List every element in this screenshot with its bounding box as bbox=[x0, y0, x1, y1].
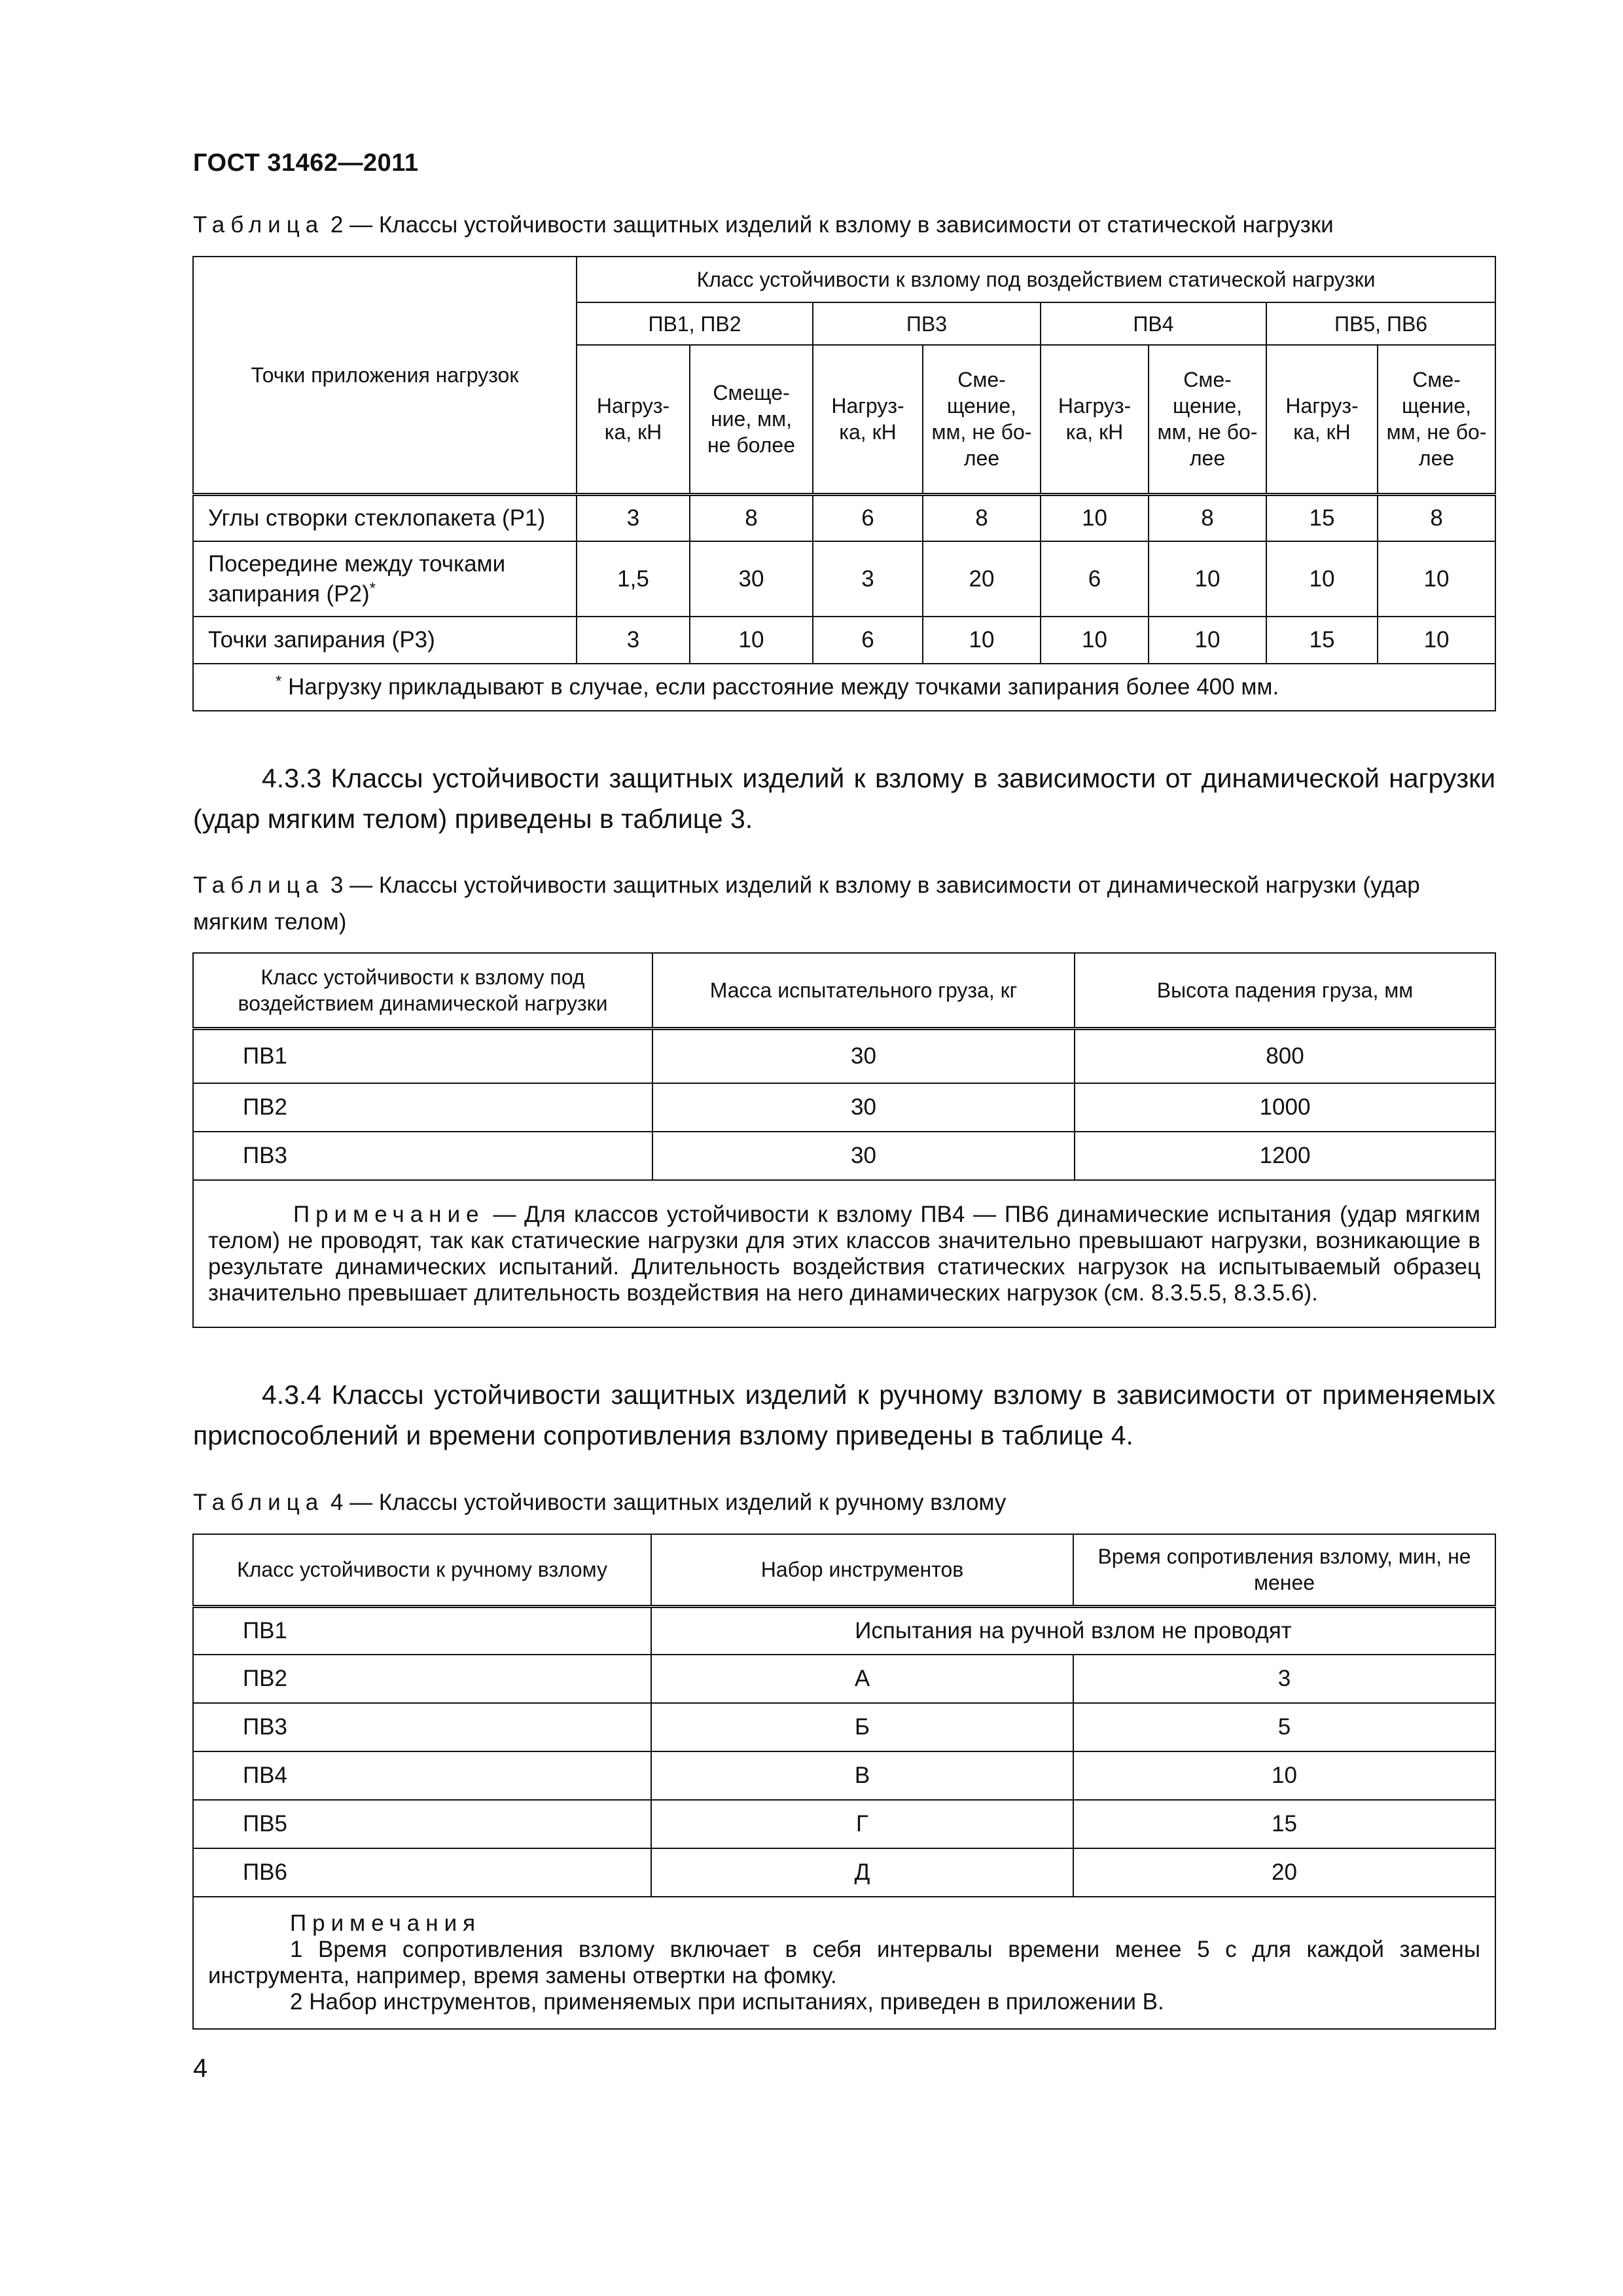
cell: 10 bbox=[1378, 541, 1495, 617]
table2-load-header: Нагруз-ка, кН bbox=[1266, 345, 1378, 494]
cell: 10 bbox=[1041, 494, 1149, 541]
table2-displacement-header: Сме-щение, мм, не бо-лее bbox=[1378, 345, 1495, 494]
cell: 15 bbox=[1073, 1800, 1495, 1848]
table3-caption-text: 3 — Классы устойчивости защитных изделий к взлому в зависимости от динамической нагрузки (удар мягким телом) bbox=[193, 872, 1420, 935]
cell: 30 bbox=[652, 1028, 1075, 1083]
cell: 20 bbox=[1073, 1848, 1495, 1897]
table4-caption-text: 4 — Классы устойчивости защитных изделий к ручному взлому bbox=[330, 1490, 1007, 1515]
cell: Д bbox=[651, 1848, 1073, 1897]
cell: 30 bbox=[690, 541, 813, 617]
table-row bbox=[193, 1132, 1495, 1180]
table2-caption-word: Таблица bbox=[193, 212, 325, 238]
cell: ПВ2 bbox=[193, 1655, 651, 1703]
table3-caption-word: Таблица bbox=[193, 872, 325, 898]
footnote-mark: * bbox=[276, 672, 282, 691]
cell: 8 bbox=[1149, 494, 1266, 541]
table-row bbox=[193, 1606, 1495, 1655]
cell: 20 bbox=[923, 541, 1041, 617]
table-row bbox=[193, 1800, 1495, 1848]
paragraph-4-3-4 bbox=[193, 1374, 1495, 1456]
table2-row-header: Точки приложения нагрузок bbox=[193, 257, 577, 494]
table3-caption bbox=[193, 867, 1495, 941]
table-row bbox=[193, 1848, 1495, 1897]
table-row bbox=[193, 1751, 1495, 1800]
table-row bbox=[193, 617, 1495, 664]
cell: 6 bbox=[813, 494, 923, 541]
cell: ПВ5 bbox=[193, 1800, 651, 1848]
paragraph-4-3-4-text: 4.3.4 Классы устойчивости защитных изделий к ручному взлому в зависимости от применяемых приспособлений и времени сопротивления взлому приведены в таблице 4. bbox=[193, 1380, 1495, 1450]
row-label: Посередине между точками запирания (Р2) bbox=[208, 550, 506, 607]
footnote-mark: * bbox=[369, 579, 376, 597]
table2-caption-text: 2 — Классы устойчивости защитных изделий к взлому в зависимости от статической нагрузки bbox=[330, 212, 1334, 238]
cell: 5 bbox=[1073, 1703, 1495, 1751]
cell: 8 bbox=[923, 494, 1041, 541]
cell: 10 bbox=[1149, 541, 1266, 617]
note-text: — Для классов устойчивости к взлому ПВ4 — ПВ6 динамические испытания (удар мягким телом) не проводят, так как статические нагрузки для этих классов значительно превышают нагрузки, возникающие в результате динамических испытаний. Длительность воздействия статических нагрузок на испытываемый образец значительно превышает длительность воздействия на него динамических нагрузок (см. 8.3.5.5, 8.3.5.6). bbox=[208, 1201, 1480, 1306]
table2-displacement-header: Смеще-ние, мм, не более bbox=[690, 345, 813, 494]
footnote-text: Нагрузку прикладывают в случае, если расстояние между точками запирания более 400 мм. bbox=[288, 674, 1279, 700]
table4-col-tools: Набор инструментов bbox=[651, 1534, 1073, 1606]
cell: А bbox=[651, 1655, 1073, 1703]
table3 bbox=[192, 952, 1496, 1328]
table2-class-pv1-pv2: ПВ1, ПВ2 bbox=[577, 302, 813, 345]
cell: ПВ1 bbox=[193, 1606, 651, 1655]
cell: 10 bbox=[923, 617, 1041, 664]
table4-caption bbox=[193, 1484, 1495, 1521]
table3-col-height: Высота падения груза, мм bbox=[1075, 953, 1495, 1028]
cell: 30 bbox=[652, 1132, 1075, 1180]
notes-word-line bbox=[208, 1910, 1480, 1937]
table-row bbox=[193, 494, 1495, 541]
note-word: Примечание bbox=[293, 1201, 485, 1227]
cell: Испытания на ручной взлом не проводят bbox=[651, 1606, 1495, 1655]
cell: 800 bbox=[1075, 1028, 1495, 1083]
cell: 3 bbox=[577, 494, 690, 541]
cell: ПВ6 bbox=[193, 1848, 651, 1897]
table2-class-pv3: ПВ3 bbox=[813, 302, 1041, 345]
table2-class-pv4: ПВ4 bbox=[1041, 302, 1266, 345]
cell: 6 bbox=[1041, 541, 1149, 617]
row-label: Точки запирания (Р3) bbox=[193, 617, 577, 664]
table4-caption-word: Таблица bbox=[193, 1490, 325, 1515]
cell: 10 bbox=[1073, 1751, 1495, 1800]
cell: 1,5 bbox=[577, 541, 690, 617]
cell: 10 bbox=[1041, 617, 1149, 664]
table-row bbox=[193, 1083, 1495, 1132]
cell: 15 bbox=[1266, 617, 1378, 664]
table3-col-mass: Масса испытательного груза, кг bbox=[652, 953, 1075, 1028]
cell: ПВ4 bbox=[193, 1751, 651, 1800]
table2-load-header: Нагруз-ка, кН bbox=[1041, 345, 1149, 494]
cell: 3 bbox=[577, 617, 690, 664]
table4-col-time: Время сопротивления взлому, мин, не менее bbox=[1073, 1534, 1495, 1606]
table2-caption bbox=[193, 207, 1495, 243]
cell: 3 bbox=[813, 541, 923, 617]
cell: 30 bbox=[652, 1083, 1075, 1132]
table-row bbox=[193, 1703, 1495, 1751]
cell: 6 bbox=[813, 617, 923, 664]
cell: 1200 bbox=[1075, 1132, 1495, 1180]
table2-footnote bbox=[193, 664, 1495, 711]
cell: ПВ3 bbox=[193, 1703, 651, 1751]
table2-load-header: Нагруз-ка, кН bbox=[813, 345, 923, 494]
table-row bbox=[193, 541, 1495, 617]
cell: 10 bbox=[690, 617, 813, 664]
notes-word: Примечания bbox=[290, 1910, 482, 1936]
cell: 10 bbox=[1378, 617, 1495, 664]
cell: 8 bbox=[1378, 494, 1495, 541]
table4 bbox=[192, 1534, 1496, 2030]
table2 bbox=[192, 256, 1496, 711]
cell: 10 bbox=[1266, 541, 1378, 617]
note-2: 2 Набор инструментов, применяемых при испытаниях, приведен в приложении В. bbox=[290, 1989, 1164, 2015]
note-1: 1 Время сопротивления взлому включает в себя интервалы времени менее 5 с для каждой замены инструмента, например, время замены отвертки на фомку. bbox=[208, 1937, 1480, 1988]
cell: ПВ1 bbox=[193, 1028, 652, 1083]
row-label-cell bbox=[193, 541, 577, 617]
cell: 3 bbox=[1073, 1655, 1495, 1703]
paragraph-4-3-3 bbox=[193, 758, 1495, 839]
table4-notes bbox=[193, 1897, 1495, 2029]
table-row bbox=[193, 1028, 1495, 1083]
row-label: Углы створки стеклопакета (Р1) bbox=[193, 494, 577, 541]
cell: 1000 bbox=[1075, 1083, 1495, 1132]
cell: 8 bbox=[690, 494, 813, 541]
cell: Б bbox=[651, 1703, 1073, 1751]
table2-load-header: Нагруз-ка, кН bbox=[577, 345, 690, 494]
cell: ПВ3 bbox=[193, 1132, 652, 1180]
table2-group-header: Класс устойчивости к взлому под воздействием статической нагрузки bbox=[577, 257, 1495, 302]
table2-displacement-header: Сме-щение, мм, не бо-лее bbox=[923, 345, 1041, 494]
document-header: ГОСТ 31462—2011 bbox=[193, 149, 419, 177]
table3-note bbox=[193, 1180, 1495, 1327]
table4-col-class: Класс устойчивости к ручному взлому bbox=[193, 1534, 651, 1606]
table-row bbox=[193, 1655, 1495, 1703]
cell: В bbox=[651, 1751, 1073, 1800]
table2-class-pv5-pv6: ПВ5, ПВ6 bbox=[1266, 302, 1495, 345]
cell: 10 bbox=[1149, 617, 1266, 664]
paragraph-4-3-3-text: 4.3.3 Классы устойчивости защитных изделий к взлому в зависимости от динамической нагрузки (удар мягким телом) приведены в таблице 3. bbox=[193, 763, 1495, 834]
page-number: 4 bbox=[193, 2054, 208, 2083]
cell: Г bbox=[651, 1800, 1073, 1848]
table2-displacement-header: Сме-щение, мм, не бо-лее bbox=[1149, 345, 1266, 494]
table3-col-class: Класс устойчивости к взлому под воздействием динамической нагрузки bbox=[193, 953, 652, 1028]
cell: 15 bbox=[1266, 494, 1378, 541]
cell: ПВ2 bbox=[193, 1083, 652, 1132]
